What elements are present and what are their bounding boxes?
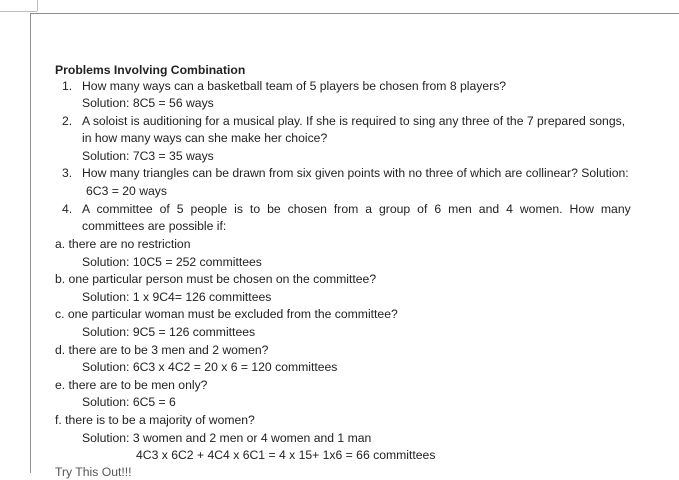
problem-1-number: 1. <box>62 79 73 93</box>
problem-2-number: 2. <box>62 114 73 128</box>
page-edge-top <box>30 13 679 14</box>
ruler-guide-horizontal <box>0 11 37 12</box>
subpart-d-label: d. there are to be 3 men and 2 women? <box>55 343 269 357</box>
problem-2-solution: Solution: 7C3 = 35 ways <box>82 149 214 163</box>
problem-3-text-line-2: 6C3 = 20 ways <box>86 184 167 198</box>
document-title: Problems Involving Combination <box>55 63 246 77</box>
problem-3-number: 3. <box>62 166 73 180</box>
problem-4-number: 4. <box>62 202 73 216</box>
subpart-e-label: e. there are to be men only? <box>55 378 208 392</box>
section-heading-cutoff: Try This Out!!! <box>55 465 132 479</box>
problem-1-text: How many ways can a basketball team of 5 players be chosen from 8 players? <box>82 79 507 93</box>
subpart-c-solution: Solution: 9C5 = 126 committees <box>82 325 256 339</box>
subpart-f-label: f. there is to be a majority of women? <box>55 413 255 427</box>
page-edge-left <box>30 13 31 473</box>
ruler-guide-vertical <box>37 0 38 11</box>
subpart-d-solution: Solution: 6C3 x 4C2 = 20 x 6 = 120 committees <box>82 360 338 374</box>
subpart-b-label: b. one particular person must be chosen on the committee? <box>55 272 377 286</box>
subpart-a-solution: Solution: 10C5 = 252 committees <box>82 255 262 269</box>
subpart-b-solution: Solution: 1 x 9C4= 126 committees <box>82 290 272 304</box>
problem-2-text-line-1: A soloist is auditioning for a musical play. If she is required to sing any three of the 7 prepared songs, <box>82 114 626 128</box>
subpart-a-label: a. there are no restriction <box>55 237 191 251</box>
problem-1-solution: Solution: 8C5 = 56 ways <box>82 96 214 110</box>
subpart-e-solution: Solution: 6C5 = 6 <box>82 395 176 409</box>
problem-4-text-line-1: A committee of 5 people is to be chosen from a group of 6 men and 4 women. How many <box>82 202 631 216</box>
problem-3-text-line-1: How many triangles can be drawn from six given points with no three of which are collinear? Solution: <box>82 166 629 180</box>
subpart-f-solution-line-2: 4C3 x 6C2 + 4C4 x 6C1 = 4 x 15+ 1x6 = 66 committees <box>136 448 436 462</box>
problem-4-text-line-2: committees are possible if: <box>82 219 227 233</box>
subpart-f-solution: Solution: 3 women and 2 men or 4 women and 1 man <box>82 431 372 445</box>
problem-2-text-line-2: in how many ways can she make her choice? <box>82 131 328 145</box>
subpart-c-label: c. one particular woman must be excluded from the committee? <box>55 307 398 321</box>
